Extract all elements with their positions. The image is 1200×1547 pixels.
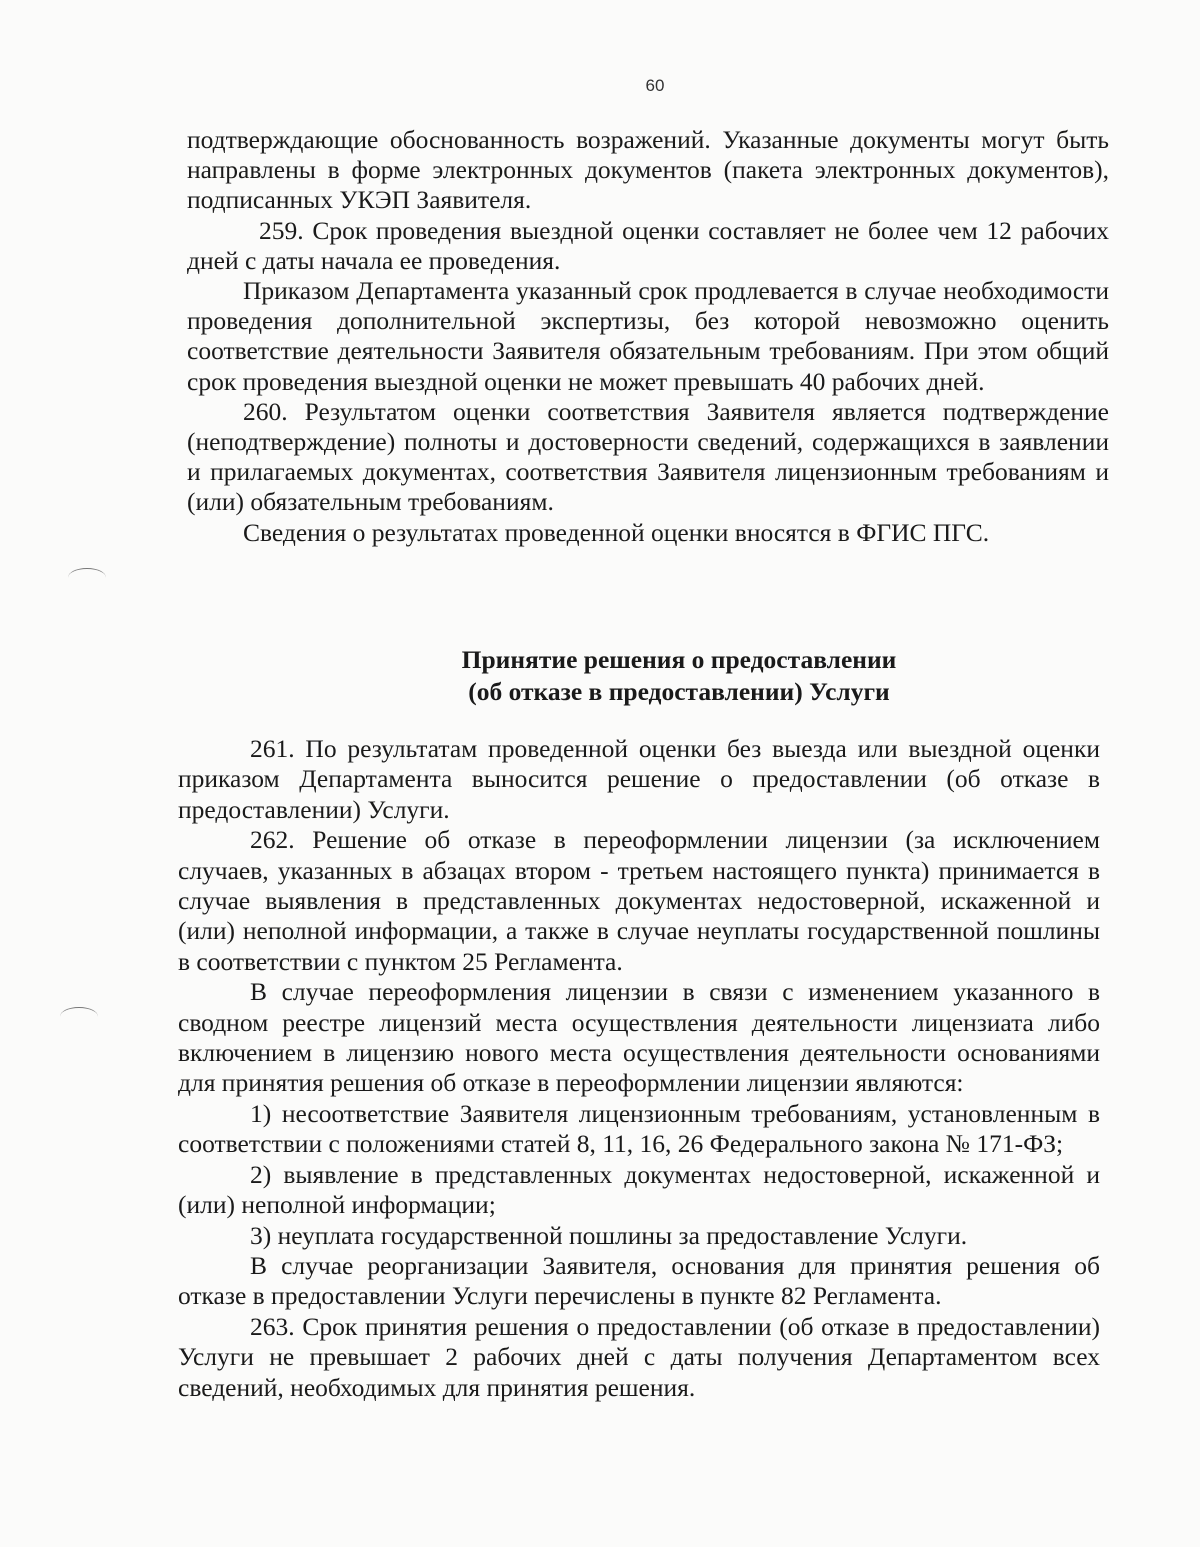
section-heading bbox=[0, 644, 1200, 708]
paragraph: Приказом Департамента указанный срок продлевается в случае необходимости проведения дополнительной экспертизы, без которой невозможно оценить соответствие деятельности Заявителя обязательным требованиям. При этом общий срок проведения выездной оценки не может превышать 40 рабочих дней. bbox=[187, 276, 1109, 396]
page-number: 60 bbox=[645, 76, 665, 95]
paragraph: 261. По результатам проведенной оценки без выезда или выездной оценки приказом Департамента выносится решение о предоставлении (об отказе в предоставлении) Услуги. bbox=[178, 734, 1100, 824]
list-item: 2) выявление в представленных документах недостоверной, искаженной и (или) неполной информации; bbox=[178, 1159, 1100, 1220]
list-item: 3) неуплата государственной пошлины за предоставление Услуги. bbox=[250, 1220, 968, 1250]
paragraph: 263. Срок принятия решения о предоставлении (об отказе в предоставлении) Услуги не превышает 2 рабочих дней с даты получения Департаментом всех сведений, необходимых для принятия решения. bbox=[178, 1311, 1100, 1402]
paragraph: В случае переоформления лицензии в связи с изменением указанного в сводном реестре лицензий места осуществления деятельности лицензиата либо включением в лицензию нового места осуществления деятельности основаниями для принятия решения об отказе в переоформлении лицензии являются: bbox=[178, 977, 1100, 1098]
paragraph: 262. Решение об отказе в переоформлении лицензии (за исключением случаев, указанных в абзацах втором - третьем настоящего пункта) принимается в случае выявления в представленных документах недостоверной, искаженной и (или) неполной информации, а также в случае неуплаты государственной пошлины в соответствии с пунктом 25 Регламента. bbox=[178, 825, 1100, 976]
section-heading-line: Принятие решения о предоставлении bbox=[461, 645, 897, 674]
paragraph: 260. Результатом оценки соответствия Заявителя является подтверждение (неподтверждение) полноты и достоверности сведений, содержащихся в заявлении и прилагаемых документах, соответствия Заявителя лицензионным требованиям и (или) обязательным требованиям. bbox=[187, 396, 1109, 517]
body-text-bottom bbox=[178, 734, 1100, 1403]
paragraph: Сведения о результатах проведенной оценки вносятся в ФГИС ПГС. bbox=[243, 517, 990, 547]
scan-mark bbox=[68, 568, 106, 587]
scan-mark bbox=[60, 1007, 98, 1026]
paragraph: 259. Срок проведения выездной оценки составляет не более чем 12 рабочих дней с даты начала ее проведения. bbox=[187, 215, 1109, 275]
paragraph: В случае реорганизации Заявителя, основания для принятия решения об отказе в предоставлении Услуги перечислены в пункте 82 Регламента. bbox=[178, 1250, 1100, 1311]
list-item: 1) несоответствие Заявителя лицензионным требованиям, установленным в соответствии с положениями статей 8, 11, 16, 26 Федерального закона № 171-ФЗ; bbox=[178, 1098, 1100, 1159]
paragraph: подтверждающие обоснованность возражений. Указанные документы могут быть направлены в форме электронных документов (пакета электронных документов), подписанных УКЭП Заявителя. bbox=[187, 125, 1109, 215]
body-text-top bbox=[187, 125, 1109, 548]
section-heading-line: (об отказе в предоставлении) Услуги bbox=[468, 677, 890, 706]
